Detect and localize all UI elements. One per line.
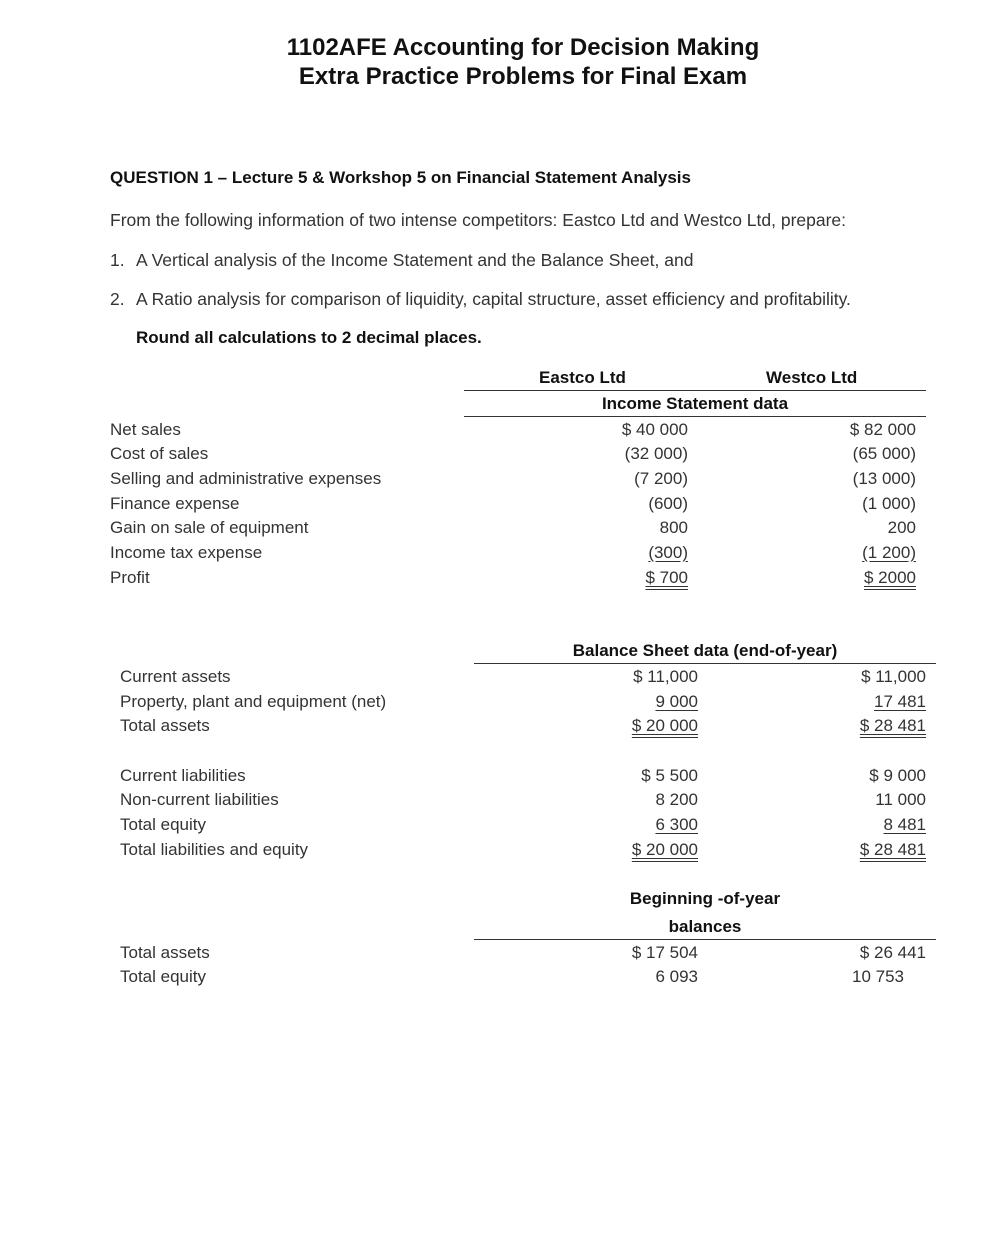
westco-value [776, 568, 916, 588]
eastco-value: (600) [648, 494, 688, 513]
list-item: A Vertical analysis of the Income Statement and the Balance Sheet, and [136, 250, 694, 270]
row-label: Net sales [110, 420, 181, 439]
eastco-total-value: $ 700 [645, 568, 688, 587]
row-label: Current liabilities [120, 766, 246, 785]
westco-value: 200 [887, 518, 916, 537]
westco-value [786, 692, 926, 712]
westco-value [786, 815, 926, 835]
eastco-value: $ 17 504 [631, 943, 698, 962]
balance-sheet-heading: Balance Sheet data (end-of-year) [572, 641, 838, 660]
eastco-value: (32 000) [624, 444, 688, 463]
document-title-line2: Extra Practice Problems for Final Exam [298, 63, 748, 90]
list-item-number: 1. [110, 250, 125, 270]
eastco-value [570, 692, 698, 712]
westco-value: 10 753 [852, 967, 904, 986]
beginning-heading-rule [474, 939, 936, 940]
westco-total-value: $ 28 481 [859, 840, 926, 859]
eastco-underlined-value: 6 300 [655, 815, 698, 834]
beginning-balances-heading-line1: Beginning -of-year [629, 889, 781, 908]
eastco-value [570, 840, 698, 860]
row-label: Total equity [120, 967, 206, 986]
westco-value: $ 82 000 [849, 420, 916, 439]
westco-underlined-value: 17 481 [874, 692, 926, 711]
row-label: Profit [110, 568, 150, 587]
eastco-underlined-value: 9 000 [655, 692, 698, 711]
westco-value: $ 11,000 [861, 667, 926, 686]
eastco-value: 6 093 [655, 967, 698, 986]
eastco-value [560, 568, 688, 588]
row-label: Total equity [120, 815, 206, 834]
westco-underlined-value: 8 481 [883, 815, 926, 834]
row-label: Current assets [120, 667, 231, 686]
eastco-value: (7 200) [634, 469, 688, 488]
eastco-value [560, 543, 688, 563]
income-heading-rule [464, 416, 926, 417]
column-header-westco: Westco Ltd [766, 368, 858, 387]
westco-total-value: $ 28 481 [859, 716, 926, 735]
row-label: Total assets [120, 716, 210, 735]
row-label: Total liabilities and equity [120, 840, 309, 859]
document-title-line1: 1102AFE Accounting for Decision Making [286, 34, 760, 61]
row-label: Total assets [120, 943, 210, 962]
westco-total-value: $ 2000 [864, 568, 916, 587]
westco-value [786, 716, 926, 736]
row-label: Non-current liabilities [120, 790, 279, 809]
westco-underlined-value: (1 200) [862, 543, 916, 562]
income-statement-heading: Income Statement data [601, 394, 789, 413]
beginning-balances-heading-line2: balances [668, 917, 742, 936]
eastco-value: $ 5 500 [641, 766, 698, 785]
row-label: Cost of sales [110, 444, 209, 463]
row-label: Selling and administrative expenses [110, 469, 382, 488]
balance-heading-rule [474, 663, 936, 664]
eastco-value: $ 40 000 [621, 420, 688, 439]
question-intro: From the following information of two intense competitors: Eastco Ltd and Westco Ltd, prepare: [110, 210, 847, 230]
rounding-note: Round all calculations to 2 decimal places. [136, 328, 482, 347]
westco-value: 11 000 [875, 790, 926, 809]
westco-value: (13 000) [852, 469, 916, 488]
list-item-number: 2. [110, 289, 125, 309]
eastco-value [570, 815, 698, 835]
eastco-total-value: $ 20 000 [631, 716, 698, 735]
westco-value [776, 543, 916, 563]
westco-value [786, 840, 926, 860]
list-item: A Ratio analysis for comparison of liquidity, capital structure, asset efficiency and profitability. [136, 289, 851, 309]
eastco-underlined-value: (300) [648, 543, 688, 562]
eastco-total-value: $ 20 000 [631, 840, 698, 859]
westco-value: $ 9 000 [869, 766, 926, 785]
westco-value: (65 000) [852, 444, 916, 463]
question-heading: QUESTION 1 – Lecture 5 & Workshop 5 on Financial Statement Analysis [110, 168, 691, 187]
eastco-value [570, 716, 698, 736]
eastco-value: 800 [659, 518, 688, 537]
header-rule [464, 390, 926, 391]
row-label: Finance expense [110, 494, 240, 513]
eastco-value: $ 11,000 [633, 667, 698, 686]
row-label: Income tax expense [110, 543, 263, 562]
row-label: Gain on sale of equipment [110, 518, 309, 537]
eastco-value: 8 200 [655, 790, 698, 809]
column-header-eastco: Eastco Ltd [539, 368, 626, 387]
westco-value: $ 26 441 [859, 943, 926, 962]
row-label: Property, plant and equipment (net) [120, 692, 387, 711]
westco-value: (1 000) [862, 494, 916, 513]
